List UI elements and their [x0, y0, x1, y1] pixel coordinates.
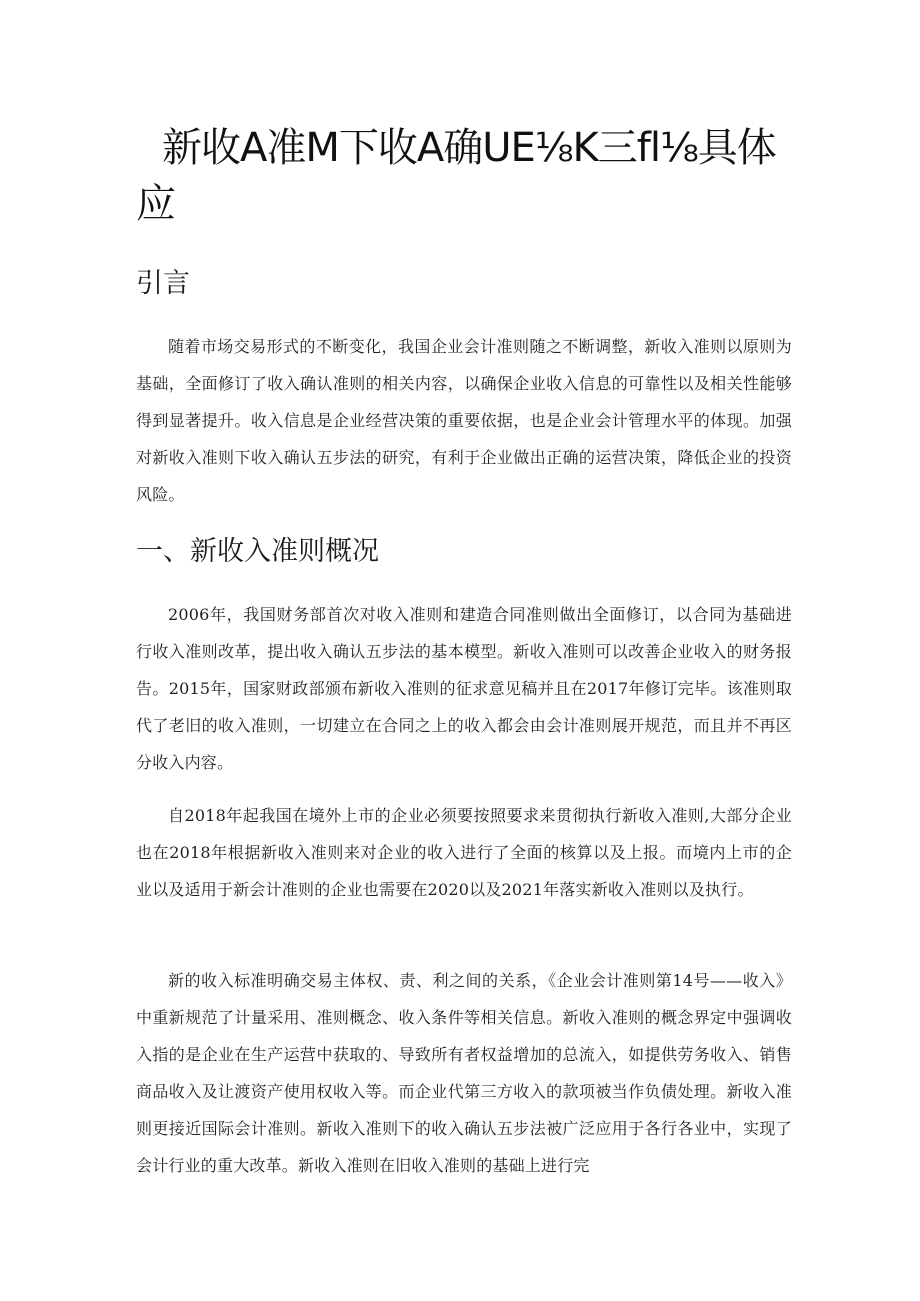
intro-heading: 引言	[136, 268, 190, 299]
section-1-paragraph-1: 2006年，我国财务部首次对收入准则和建造合同准则做出全面修订，以合同为基础进行收入准则改革，提出收入确认五步法的基本模型。新收入准则可以改善企业收入的财务报告。2015年，国家财政部颁布新收入准则的征求意见稿并且在2017年修订完毕。该准则取代了老旧的收入准则，一切建立在合同之上的收入都会由会计准则展开规范，而且并不再区分收入内容。	[136, 605, 792, 772]
section-1-heading: 一、新收入准则概况	[136, 536, 379, 567]
document-title: 新收A准M下收A确UE⅛K三fl⅛具体应	[136, 125, 776, 227]
intro-paragraph: 随着市场交易形式的不断变化，我国企业会计准则随之不断调整，新收入准则以原则为基础，全面修订了收入确认准则的相关内容，以确保企业收入信息的可靠性以及相关性能够得到显著提升。收入信息是企业经营决策的重要依据，也是企业会计管理水平的体现。加强对新收入准则下收入确认五步法的研究，有利于企业做出正确的运营决策，降低企业的投资风险。	[136, 337, 792, 504]
section-1-paragraph-3: 新的收入标准明确交易主体权、责、利之间的关系，《企业会计准则第14号——收入》中重新规范了计量采用、准则概念、收入条件等相关信息。新收入准则的概念界定中强调收入指的是企业在生产运营中获取的、导致所有者权益增加的总流入，如提供劳务收入、销售商品收入及让渡资产使用权收入等。而企业代第三方收入的款项被当作负债处理。新收入准则更接近国际会计准则。新收入准则下的收入确认五步法被广泛应用于各行各业中，实现了会计行业的重大改革。新收入准则在旧收入准则的基础上进行完	[136, 971, 792, 1175]
section-1-paragraph-2: 自2018年起我国在境外上市的企业必须要按照要求来贯彻执行新收入准则,大部分企业也在2018年根据新收入准则来对企业的收入进行了全面的核算以及上报。而境内上市的企业以及适用于新会计准则的企业也需要在2020以及2021年落实新收入准则以及执行。	[136, 806, 792, 899]
